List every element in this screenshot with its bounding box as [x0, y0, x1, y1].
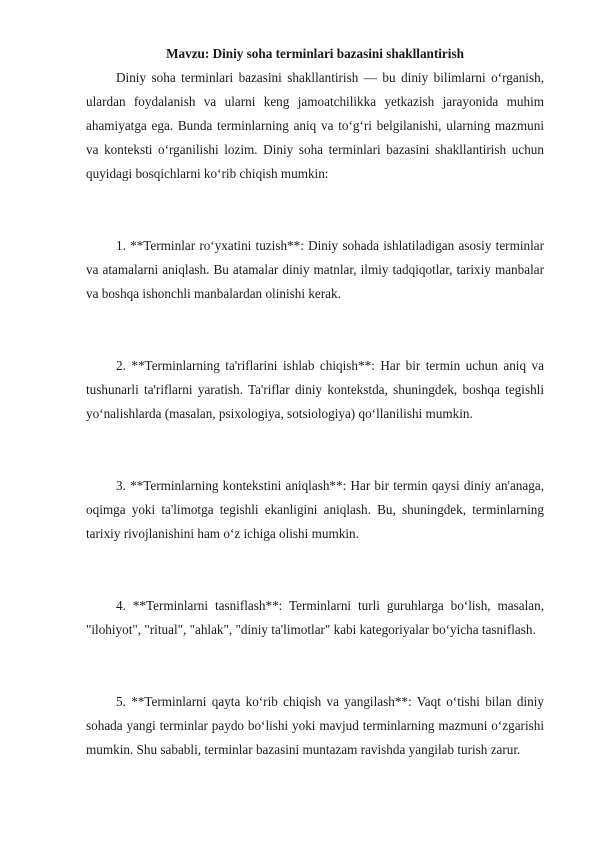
list-item-5: 5. **Terminlarni qayta ko‘rib chiqish va yangilash**: Vaqt o‘tishi bilan diniy sohada yangi terminlar paydo bo‘lishi yoki mavjud terminlarning mazmuni o‘zgarishi mumkin. Shu sababli, terminlar bazasini muntazam ravishda yangilab turish zarur. — [86, 694, 544, 757]
list-item-3: 3. **Terminlarning kontekstini aniqlash**: Har bir termin qaysi diniy an'anaga, oqimga yoki ta'limotga tegishli ekanligini aniqlash. Bu, shuningdek, terminlarning tarixiy rivojlanishini ham o‘z ichiga olishi mumkin. — [86, 478, 544, 541]
document-body — [86, 42, 544, 762]
list-item-1: 1. **Terminlar ro‘yxatini tuzish**: Diniy sohada ishlatiladigan asosiy terminlar va atamalarni aniqlash. Bu atamalar diniy matnlar, ilmiy tadqiqotlar, tarixiy manbalar va boshqa ishonchli manbalardan olinishi kerak. — [86, 238, 544, 301]
intro-paragraph: Diniy soha terminlari bazasini shakllantirish — bu diniy bilimlarni o‘rganish, ulardan foydalanish va ularni keng jamoatchilikka yetkazish jarayonida muhim ahamiyatga ega. Bunda terminlarning aniq va to‘g‘ri belgilanishi, ularning mazmuni va konteksti o‘rganilishi lozim. Diniy soha terminlari bazasini shakllantirish uchun quyidagi bosqichlarni ko‘rib chiqish mumkin: — [86, 70, 544, 181]
list-item-2: 2. **Terminlarning ta'riflarini ishlab chiqish**: Har bir termin uchun aniq va tushunarli ta'riflarni yaratish. Ta'riflar diniy kontekstda, shuningdek, boshqa tegishli yo‘nalishlarda (masalan, psixologiya, sotsiologiya) qo‘llanilishi mumkin. — [86, 358, 544, 421]
page-title: Mavzu: Diniy soha terminlari bazasini shakllantirish — [166, 46, 464, 61]
list-item-4: 4. **Terminlarni tasniflash**: Terminlarni turli guruhlarga bo‘lish, masalan, "ilohiyot", "ritual", "ahlak", "diniy ta'limotlar" kabi kategoriyalar bo‘yicha tasniflash. — [86, 598, 544, 637]
